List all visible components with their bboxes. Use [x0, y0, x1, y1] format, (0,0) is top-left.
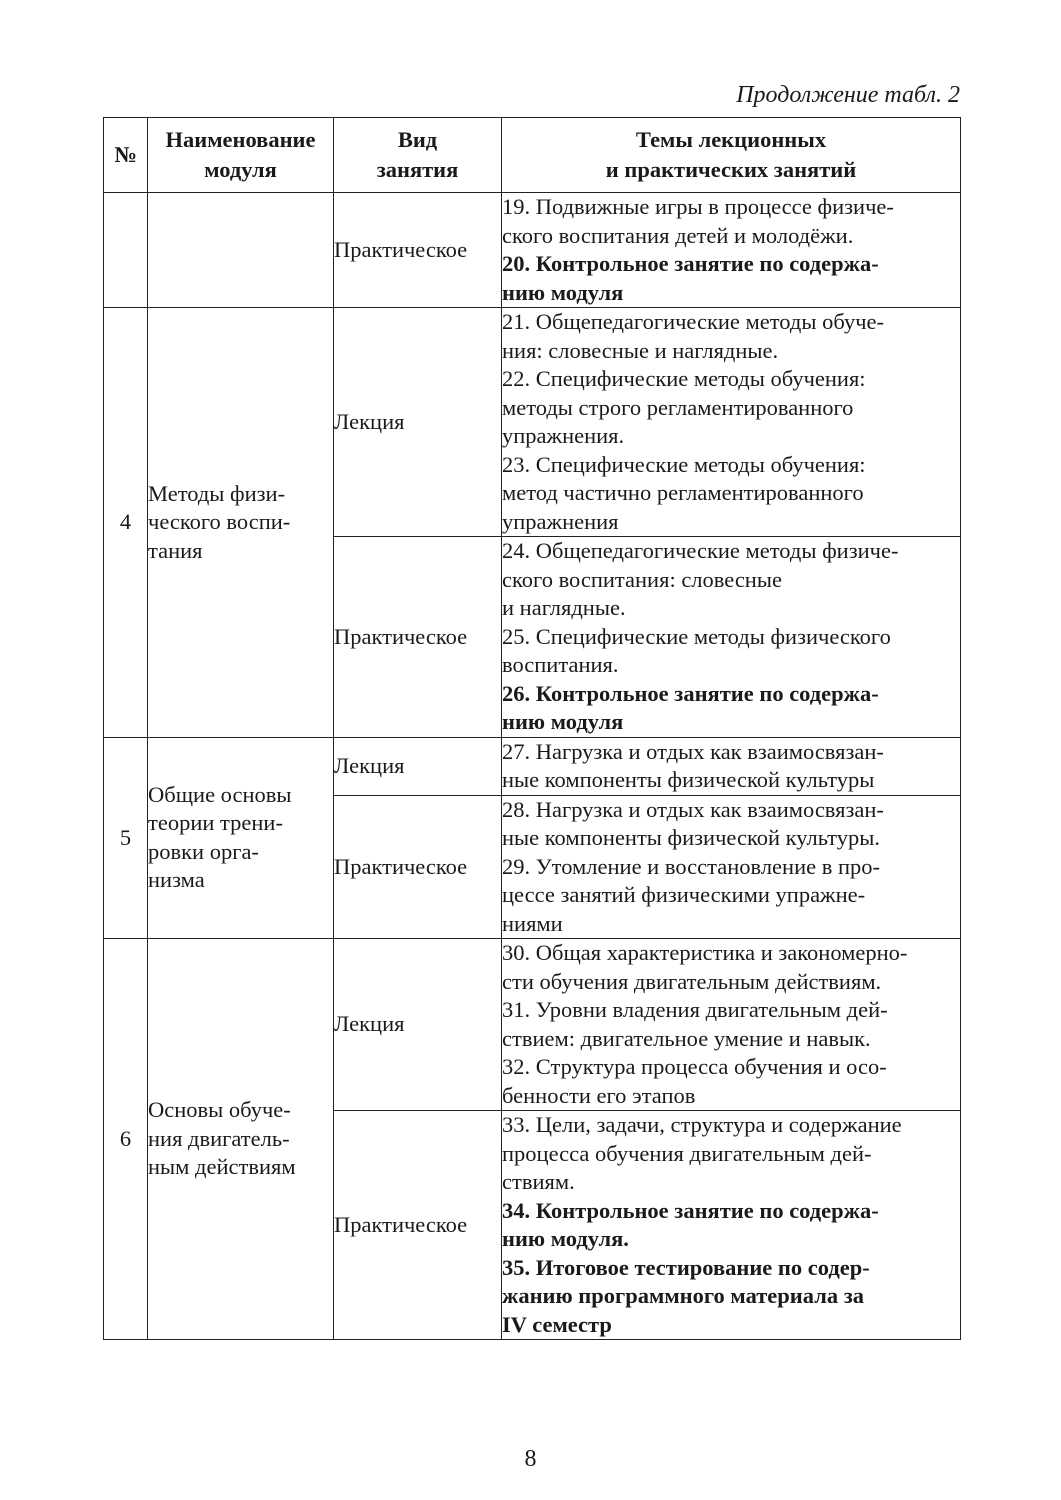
module-number-cell: 6: [104, 939, 148, 1340]
table-row: [104, 193, 961, 308]
topic-line: 31. Уровни владения двигательным дей-: [502, 997, 888, 1022]
topic-line: 26. Контрольное занятие по содержа-: [502, 680, 879, 706]
header-kind-line: занятия: [376, 157, 459, 182]
module-name-line: ческого воспи-: [148, 509, 291, 534]
table-row: [104, 308, 961, 537]
module-name-cell: [148, 193, 334, 308]
topic-line: процесса обучения двигательным дей-: [502, 1140, 872, 1166]
module-name-cell: [148, 737, 334, 939]
topic-line: ные компоненты физической культуры: [502, 767, 875, 792]
topics-cell: [502, 737, 961, 795]
module-number-cell: [104, 193, 148, 308]
topic-line: 32. Структура процесса обучения и осо-: [502, 1054, 887, 1079]
topic-line: 22. Специфические методы обучения:: [502, 366, 866, 391]
header-module-line: Наименование: [165, 127, 316, 152]
topic-line: ствием: двигательное умение и навык.: [502, 1025, 871, 1051]
topic-line: 23. Специфические методы обучения:: [502, 451, 866, 477]
topic-line: нию модуля: [502, 709, 624, 734]
module-name-line: ровки орга-: [148, 838, 259, 864]
topic-line: 21. Общепедагогические методы обуче-: [502, 309, 884, 334]
module-name-line: Методы физи-: [148, 480, 286, 506]
header-topics-line: и практических занятий: [605, 157, 857, 182]
topic-line: жанию программного материала за: [502, 1283, 865, 1308]
module-name-line: ния двигатель-: [148, 1125, 290, 1151]
topic-line: 27. Нагрузка и отдых как взаимосвязан-: [502, 738, 884, 764]
table-row: [104, 737, 961, 795]
topics-cell: [502, 795, 961, 939]
topic-line: ствиям.: [502, 1169, 575, 1194]
topic-line: 19. Подвижные игры в процессе физиче-: [502, 194, 894, 219]
topic-line: 30. Общая характеристика и закономерно-: [502, 940, 908, 965]
module-name-cell: [148, 308, 334, 738]
topic-line: нию модуля: [502, 279, 624, 305]
topic-line: ния: словесные и наглядные.: [502, 337, 779, 363]
topics-cell: [502, 939, 961, 1111]
topic-line: 35. Итоговое тестирование по содер-: [502, 1254, 870, 1280]
topic-line: 25. Специфические методы физического: [502, 623, 891, 649]
header-num: №: [104, 118, 148, 193]
topic-line: цессе занятий физическими упражне-: [502, 882, 866, 907]
topics-cell: [502, 537, 961, 738]
header-kind-line: Вид: [397, 127, 438, 152]
module-name-line: низма: [148, 867, 205, 893]
topic-line: упражнения.: [502, 423, 625, 448]
topics-cell: [502, 193, 961, 308]
topic-line: ные компоненты физической культуры.: [502, 825, 880, 850]
header-row: [104, 118, 961, 193]
topic-line: бенности его этапов: [502, 1082, 696, 1108]
header-topics-line: Темы лекционных: [635, 127, 827, 152]
session-type-cell: Лекция: [334, 939, 502, 1111]
topic-line: упражнения: [502, 508, 619, 534]
module-name-line: Общие основы: [148, 781, 292, 807]
topic-line: 24. Общепедагогические методы физиче-: [502, 538, 899, 563]
curriculum-table: [103, 117, 961, 1340]
topic-line: 28. Нагрузка и отдых как взаимосвязан-: [502, 796, 884, 822]
module-name-line: ным действиям: [148, 1154, 296, 1180]
header-module-line: модуля: [204, 157, 277, 182]
topic-line: нию модуля.: [502, 1226, 629, 1251]
topic-line: 29. Утомление и восстановление в про-: [502, 853, 881, 879]
topic-line: IV семестр: [502, 1311, 612, 1337]
session-type-cell: Лекция: [334, 308, 502, 537]
topic-line: методы строго регламентированного: [502, 394, 854, 420]
module-name-line: Основы обуче-: [148, 1097, 291, 1123]
session-type-cell: Лекция: [334, 737, 502, 795]
module-number-cell: 4: [104, 308, 148, 738]
page-number: 8: [524, 1446, 537, 1472]
topic-line: 34. Контрольное занятие по содержа-: [502, 1197, 879, 1223]
topic-line: ниями: [502, 910, 563, 936]
module-name-line: теории трени-: [148, 810, 283, 836]
table-body: [104, 193, 961, 1340]
header-topics: [502, 118, 961, 193]
header-module: [148, 118, 334, 193]
module-name-line: тания: [148, 537, 203, 563]
topic-line: ского воспитания: словесные: [502, 566, 782, 592]
topic-line: сти обучения двигательным действиям.: [502, 968, 882, 994]
table-row: [104, 939, 961, 1111]
module-number-cell: 5: [104, 737, 148, 939]
topics-cell: [502, 308, 961, 537]
session-type-cell: Практическое: [334, 193, 502, 308]
topic-line: и наглядные.: [502, 595, 626, 620]
topic-line: 33. Цели, задачи, структура и содержание: [502, 1112, 902, 1137]
topic-line: метод частично регламентированного: [502, 480, 864, 505]
topic-line: ского воспитания детей и молодёжи.: [502, 222, 854, 248]
table-header: [104, 118, 961, 193]
session-type-cell: Практическое: [334, 795, 502, 939]
module-name-cell: [148, 939, 334, 1340]
session-type-cell: Практическое: [334, 537, 502, 738]
topic-line: воспитания.: [502, 652, 619, 677]
session-type-cell: Практическое: [334, 1111, 502, 1340]
topic-line: 20. Контрольное занятие по содержа-: [502, 251, 879, 276]
header-kind: [334, 118, 502, 193]
table-caption: Продолжение табл. 2: [736, 82, 960, 108]
topics-cell: [502, 1111, 961, 1340]
